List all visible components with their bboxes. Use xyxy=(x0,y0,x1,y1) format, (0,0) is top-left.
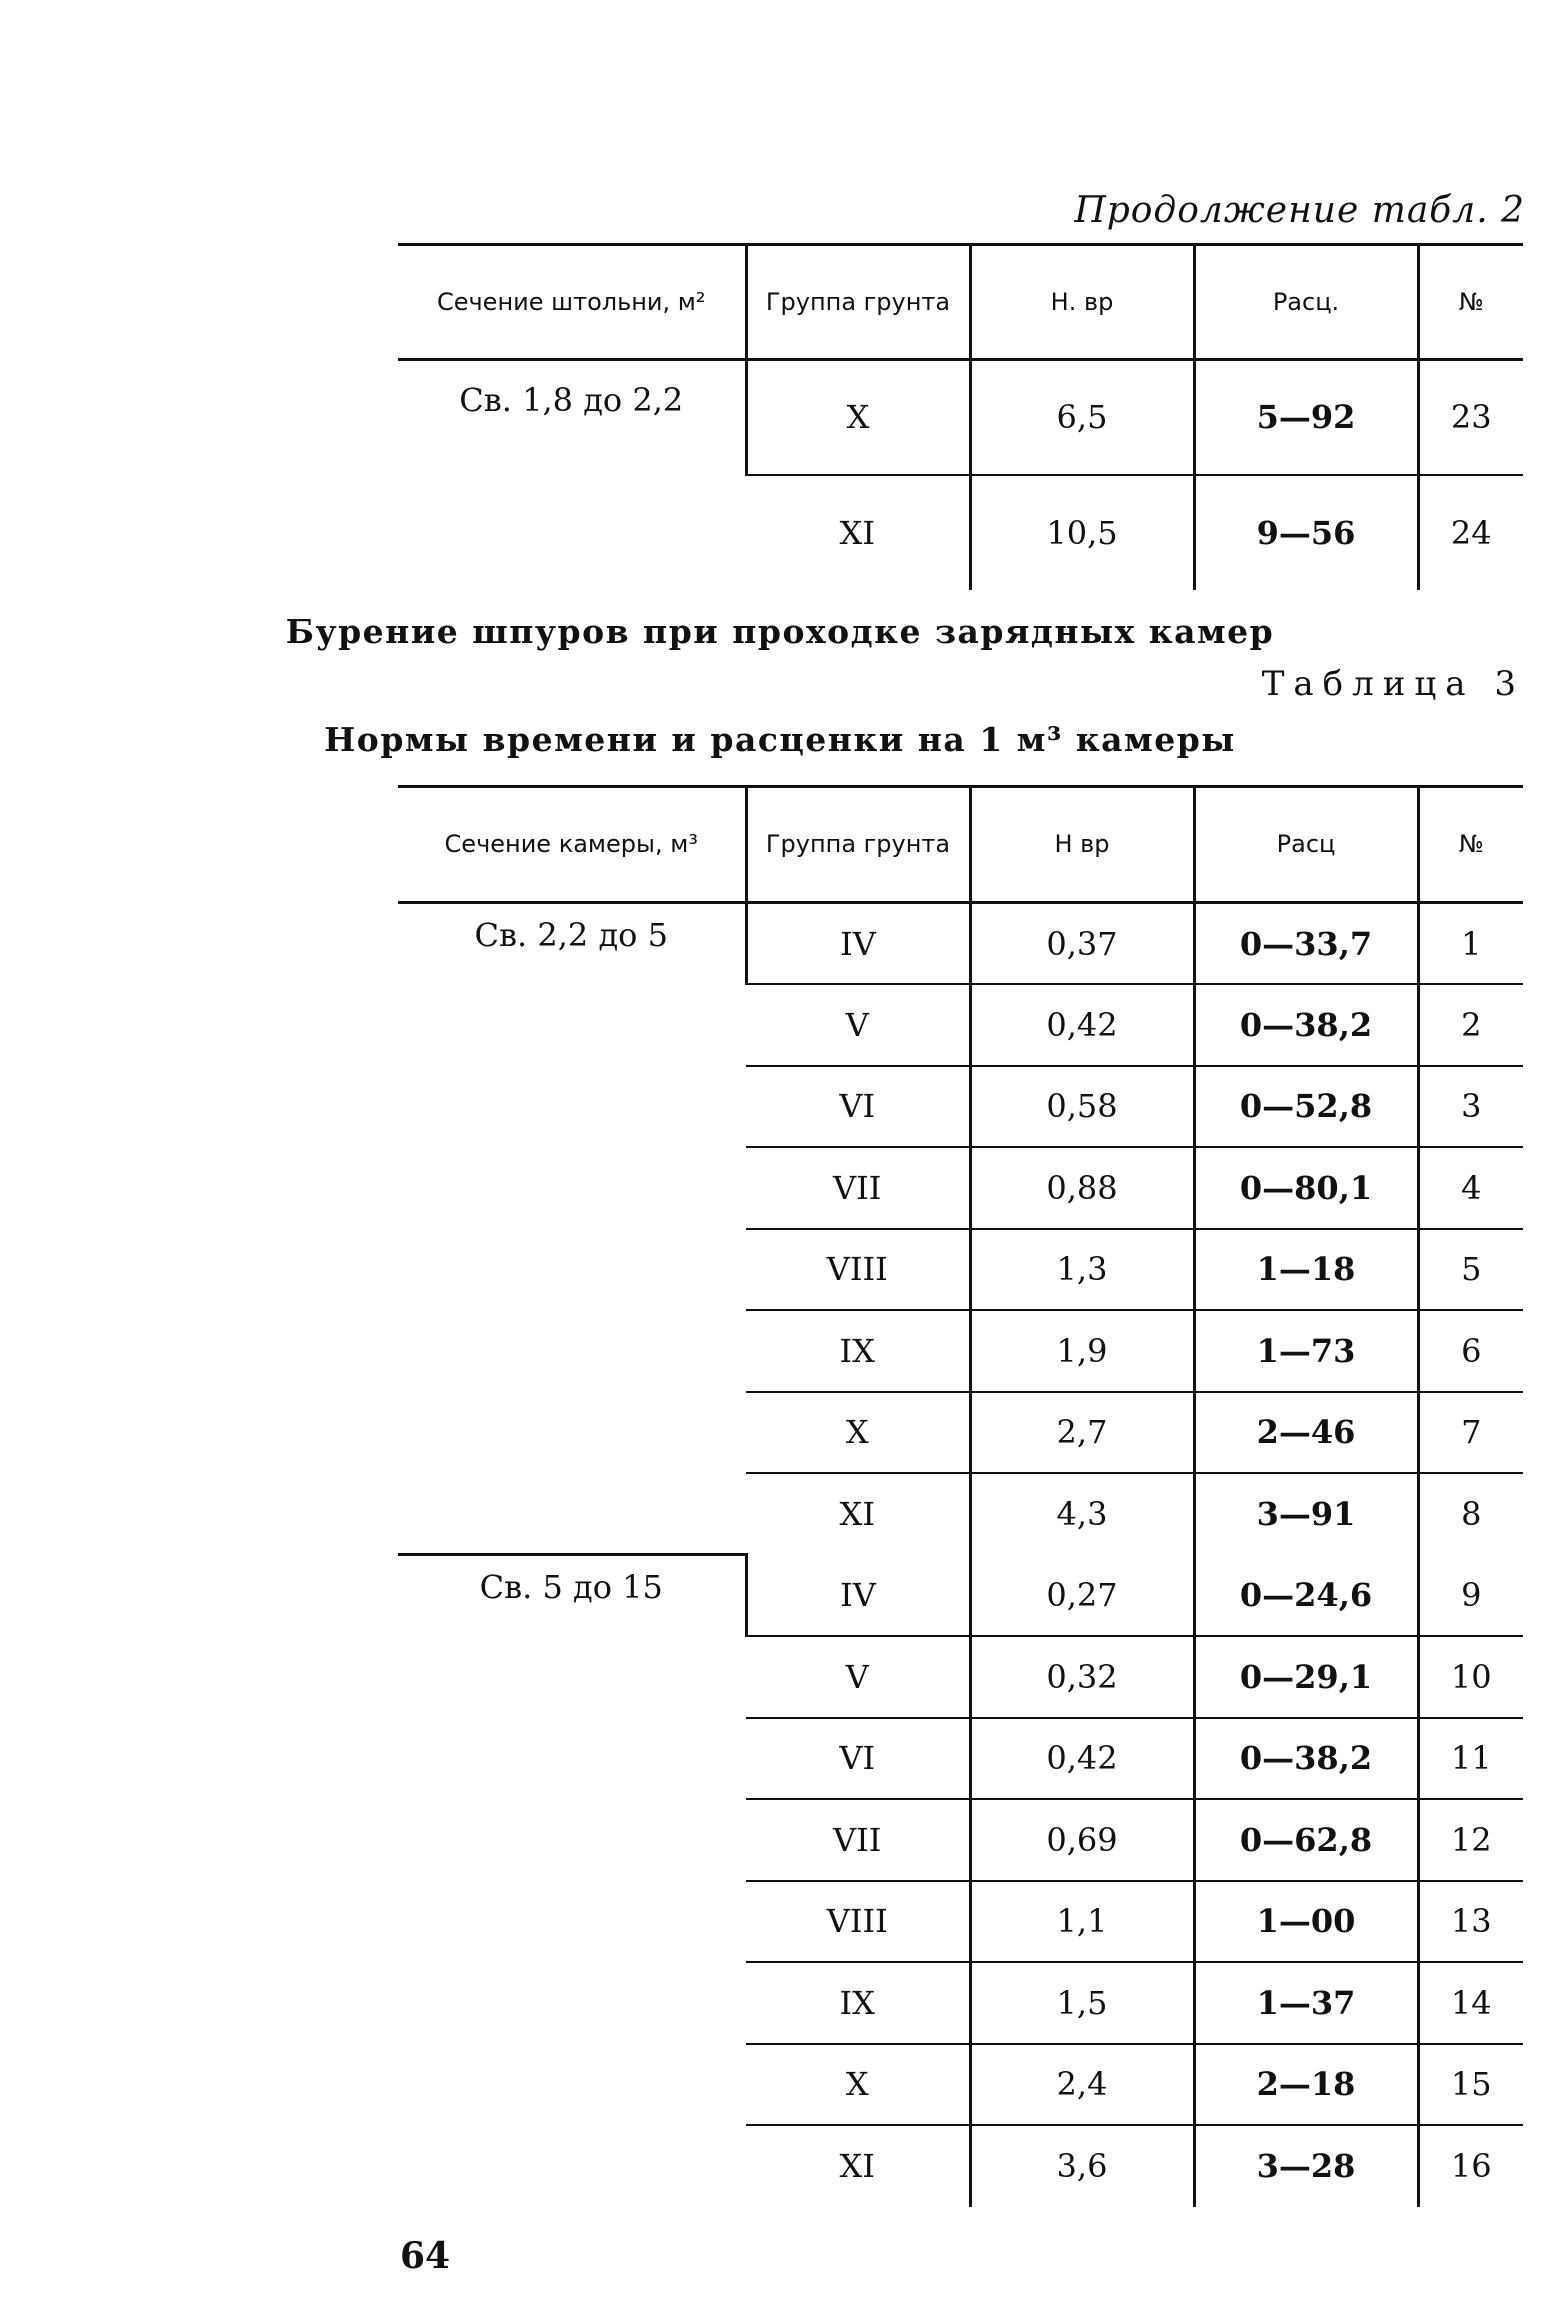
norm-time-cell: 4,3 xyxy=(970,1473,1194,1555)
section-cell: Св. 5 до 15 xyxy=(398,1555,746,2207)
number-cell: 7 xyxy=(1418,1392,1523,1474)
header-rate: Расц xyxy=(1194,787,1418,903)
rate-cell: 0—80,1 xyxy=(1194,1147,1418,1229)
norm-time-cell: 0,58 xyxy=(970,1066,1194,1148)
group-cell: VIII xyxy=(746,1229,970,1311)
number-cell: 24 xyxy=(1418,475,1523,590)
table-3 xyxy=(398,785,1523,2207)
rate-cell: 3—91 xyxy=(1194,1473,1418,1555)
rate-cell: 5—92 xyxy=(1194,360,1418,475)
header-rate: Расц. xyxy=(1194,245,1418,360)
number-cell: 6 xyxy=(1418,1310,1523,1392)
norm-time-cell: 2,4 xyxy=(970,2044,1194,2126)
table-row xyxy=(398,360,1523,475)
number-cell: 13 xyxy=(1418,1881,1523,1963)
norm-time-cell: 1,1 xyxy=(970,1881,1194,1963)
rate-cell: 0—38,2 xyxy=(1194,1718,1418,1800)
norm-time-cell: 1,3 xyxy=(970,1229,1194,1311)
number-cell: 11 xyxy=(1418,1718,1523,1800)
group-cell: XI xyxy=(746,2125,970,2207)
group-cell: XI xyxy=(746,475,970,590)
page-number: 64 xyxy=(400,2235,451,2277)
rate-cell: 2—18 xyxy=(1194,2044,1418,2126)
group-cell: IX xyxy=(746,1962,970,2044)
rate-cell: 0—29,1 xyxy=(1194,1636,1418,1718)
group-cell: V xyxy=(746,984,970,1066)
rate-cell: 0—62,8 xyxy=(1194,1799,1418,1881)
norm-time-cell: 2,7 xyxy=(970,1392,1194,1474)
section-heading: Бурение шпуров при проходке зарядных камер xyxy=(285,612,1275,651)
norm-time-cell: 3,6 xyxy=(970,2125,1194,2207)
group-cell: VII xyxy=(746,1147,970,1229)
group-cell: IV xyxy=(746,1555,970,1637)
number-cell: 2 xyxy=(1418,984,1523,1066)
norm-time-cell: 10,5 xyxy=(970,475,1194,590)
norm-time-cell: 0,32 xyxy=(970,1636,1194,1718)
norm-time-cell: 0,42 xyxy=(970,1718,1194,1800)
header-section: Сечение камеры, м³ xyxy=(398,787,746,903)
number-cell: 16 xyxy=(1418,2125,1523,2207)
continuation-label: Продолжение табл. 2 xyxy=(1074,190,1525,231)
group-cell: X xyxy=(746,2044,970,2126)
number-cell: 1 xyxy=(1418,903,1523,985)
rate-cell: 0—52,8 xyxy=(1194,1066,1418,1148)
rate-cell: 3—28 xyxy=(1194,2125,1418,2207)
number-cell: 15 xyxy=(1418,2044,1523,2126)
header-norm-time: Н вр xyxy=(970,787,1194,903)
group-cell: X xyxy=(746,360,970,475)
number-cell: 12 xyxy=(1418,1799,1523,1881)
norm-time-cell: 0,42 xyxy=(970,984,1194,1066)
table-2 xyxy=(398,243,1523,590)
group-cell: VIII xyxy=(746,1881,970,1963)
header-norm-time: Н. вр xyxy=(970,245,1194,360)
norm-time-cell: 1,5 xyxy=(970,1962,1194,2044)
table-label: Таблица 3 xyxy=(1261,664,1525,704)
number-cell: 9 xyxy=(1418,1555,1523,1637)
table-title: Нормы времени и расценки на 1 м³ камеры xyxy=(324,720,1236,759)
group-cell: IX xyxy=(746,1310,970,1392)
header-group: Группа грунта xyxy=(746,245,970,360)
rate-cell: 0—33,7 xyxy=(1194,903,1418,985)
header-number: № xyxy=(1418,787,1523,903)
number-cell: 14 xyxy=(1418,1962,1523,2044)
group-cell: VI xyxy=(746,1718,970,1800)
section-cell: Св. 1,8 до 2,2 xyxy=(459,381,684,419)
number-cell: 5 xyxy=(1418,1229,1523,1311)
rate-cell: 1—18 xyxy=(1194,1229,1418,1311)
group-cell: VI xyxy=(746,1066,970,1148)
rate-cell: 0—38,2 xyxy=(1194,984,1418,1066)
norm-time-cell: 0,88 xyxy=(970,1147,1194,1229)
number-cell: 3 xyxy=(1418,1066,1523,1148)
rate-cell: 9—56 xyxy=(1194,475,1418,590)
norm-time-cell: 0,27 xyxy=(970,1555,1194,1637)
number-cell: 23 xyxy=(1418,360,1523,475)
norm-time-cell: 6,5 xyxy=(970,360,1194,475)
group-cell: XI xyxy=(746,1473,970,1555)
rate-cell: 1—73 xyxy=(1194,1310,1418,1392)
rate-cell: 2—46 xyxy=(1194,1392,1418,1474)
header-group: Группа грунта xyxy=(746,787,970,903)
norm-time-cell: 0,69 xyxy=(970,1799,1194,1881)
group-cell: V xyxy=(746,1636,970,1718)
table-row xyxy=(398,903,1523,985)
number-cell: 4 xyxy=(1418,1147,1523,1229)
rate-cell: 1—00 xyxy=(1194,1881,1418,1963)
section-cell: Св. 2,2 до 5 xyxy=(474,916,668,954)
group-cell: IV xyxy=(746,903,970,985)
header-section: Сечение штольни, м² xyxy=(398,245,746,360)
number-cell: 8 xyxy=(1418,1473,1523,1555)
number-cell: 10 xyxy=(1418,1636,1523,1718)
group-cell: X xyxy=(746,1392,970,1474)
norm-time-cell: 0,37 xyxy=(970,903,1194,985)
group-cell: VII xyxy=(746,1799,970,1881)
rate-cell: 0—24,6 xyxy=(1194,1555,1418,1637)
table-row xyxy=(398,1555,1523,1637)
header-number: № xyxy=(1418,245,1523,360)
norm-time-cell: 1,9 xyxy=(970,1310,1194,1392)
rate-cell: 1—37 xyxy=(1194,1962,1418,2044)
